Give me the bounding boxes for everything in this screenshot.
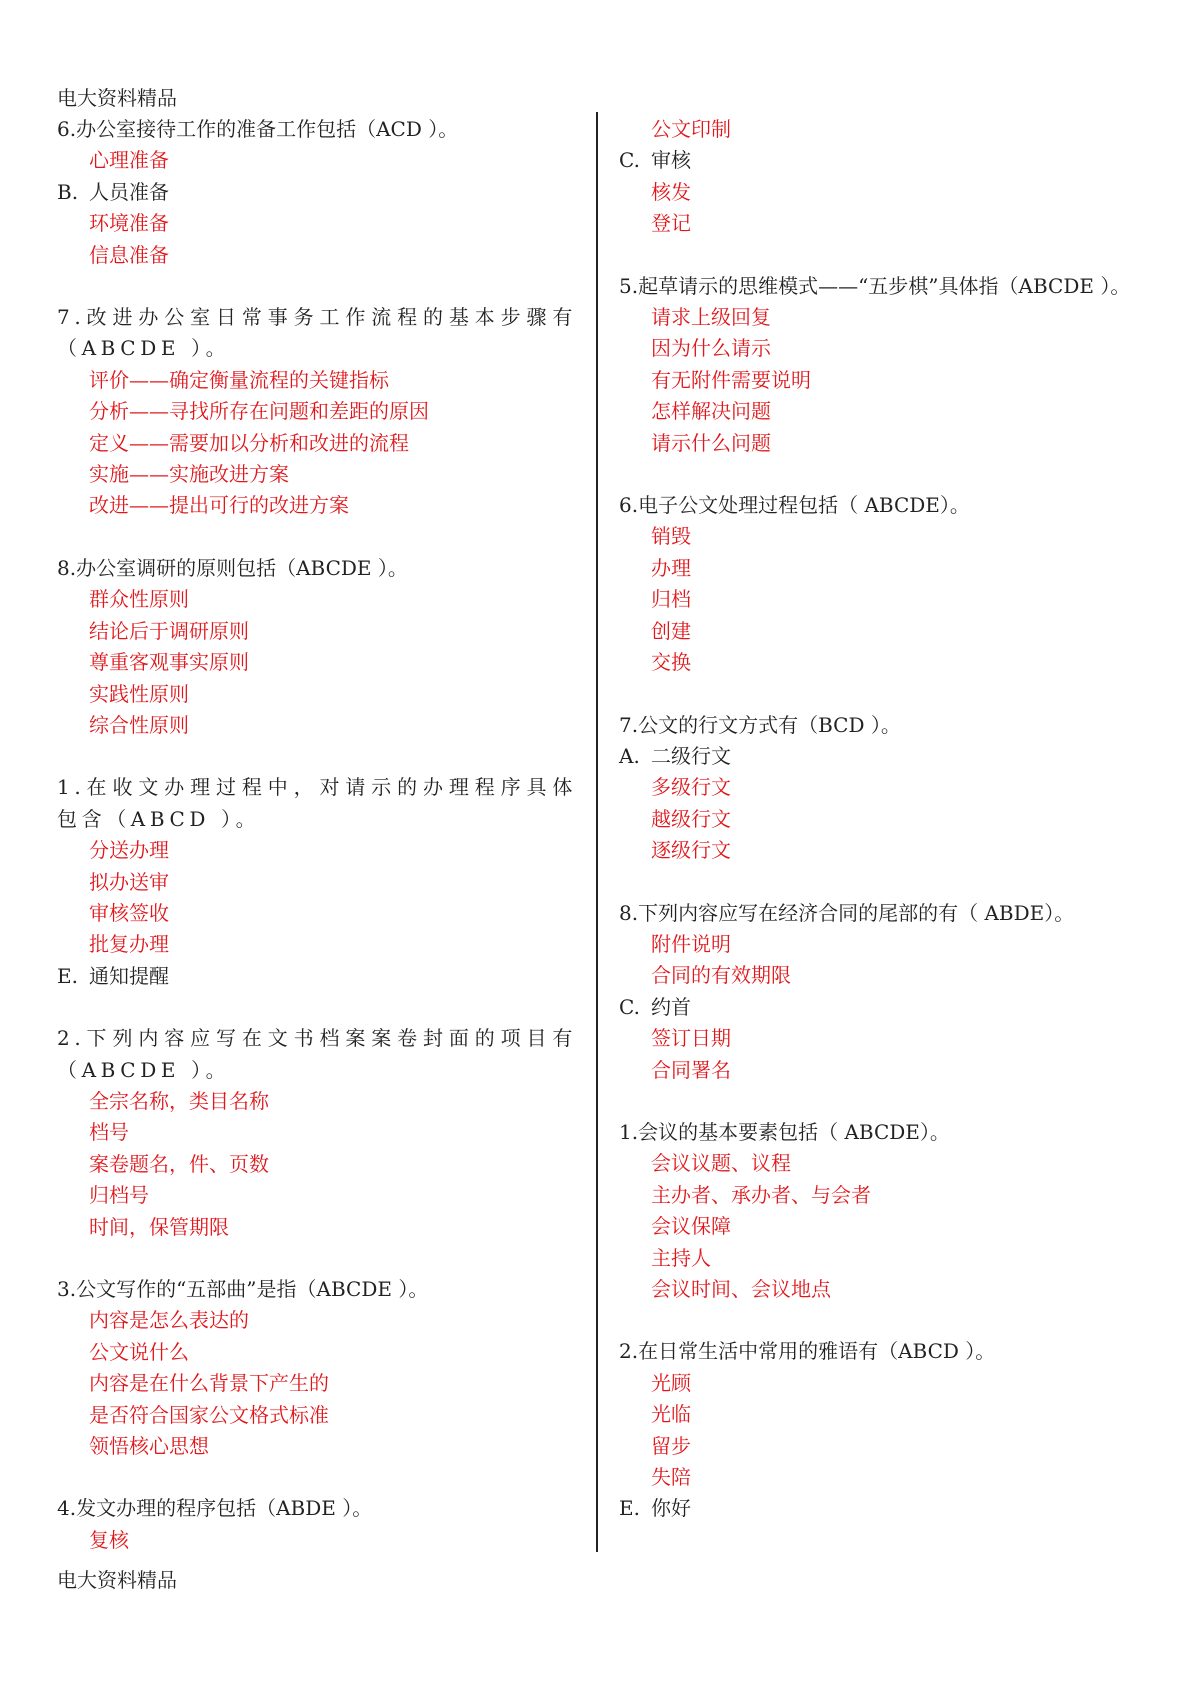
correct-answer-option (57, 1149, 577, 1180)
option-list (619, 302, 1139, 459)
option-text: 是否符合国家公文格式标准 (89, 1402, 329, 1427)
question-title: 8.办公室调研的原则包括（ABCDE ）。 (57, 555, 408, 580)
option-list (57, 365, 577, 522)
correct-answer-option (57, 898, 577, 929)
correct-answer-option (619, 1211, 1139, 1242)
option-text: 归档号 (89, 1183, 149, 1208)
question-block (57, 1023, 577, 1243)
option-text: 签订日期 (651, 1026, 731, 1051)
correct-answer-option (619, 804, 1139, 835)
option-text: 登记 (651, 211, 691, 236)
correct-answer-option (619, 553, 1139, 584)
option-text: 实践性原则 (89, 681, 189, 706)
option-text: 请求上级回复 (651, 305, 771, 330)
option-list (57, 584, 577, 741)
question-title: 5.起草请示的思维模式——“五步棋”具体指（ABCDE ）。 (619, 273, 1131, 298)
correct-answer-option (619, 177, 1139, 208)
question-block (619, 1336, 1139, 1524)
option-text: 公文说什么 (89, 1339, 189, 1364)
left-column (57, 114, 577, 1587)
option-list (619, 1148, 1139, 1305)
option-list (57, 1305, 577, 1462)
distractor-option (57, 177, 577, 208)
option-text: 通知提醒 (89, 963, 169, 988)
correct-answer-option (619, 365, 1139, 396)
option-text: 复核 (89, 1527, 129, 1552)
correct-answer-option (57, 428, 577, 459)
question-title: 4.发文办理的程序包括（ABDE ）。 (57, 1496, 373, 1521)
option-text: 档号 (89, 1120, 129, 1145)
option-text: 光临 (651, 1402, 691, 1427)
question-block (619, 271, 1139, 459)
correct-answer-option (619, 114, 1139, 145)
column-divider (596, 112, 598, 1552)
distractor-option (619, 145, 1139, 176)
page-header: 电大资料精品 (57, 86, 177, 110)
correct-answer-option (619, 396, 1139, 427)
correct-answer-option (57, 835, 577, 866)
correct-answer-option (57, 1086, 577, 1117)
option-text: 分析——寻找所存在问题和差距的原因 (89, 399, 429, 424)
correct-answer-option (619, 333, 1139, 364)
question-block (619, 898, 1139, 1086)
option-text: 审核签收 (89, 900, 169, 925)
option-text: 心理准备 (89, 148, 169, 173)
question-block (57, 772, 577, 992)
option-text: 批复办理 (89, 932, 169, 957)
option-text: 全宗名称，类目名称 (89, 1088, 269, 1113)
correct-answer-option (57, 1117, 577, 1148)
option-text: 案卷题名，件、页数 (89, 1151, 269, 1176)
question-title: 1.在收文办理过程中，对请示的办理程序具体包含（ABCD ）。 (57, 775, 577, 831)
question-block (619, 710, 1139, 867)
option-text: 尊重客观事实原则 (89, 650, 249, 675)
question-block (619, 1117, 1139, 1305)
correct-answer-option (619, 1462, 1139, 1493)
distractor-option (619, 1493, 1139, 1524)
option-text: 附件说明 (651, 931, 731, 956)
correct-answer-option (57, 365, 577, 396)
correct-answer-option (619, 960, 1139, 991)
option-text: 结论后于调研原则 (89, 618, 249, 643)
correct-answer-option (57, 1180, 577, 1211)
correct-answer-option (57, 145, 577, 176)
option-text: 会议时间、会议地点 (651, 1277, 831, 1301)
option-text: 会议议题、议程 (651, 1151, 791, 1176)
option-letter: E. (619, 1496, 640, 1521)
option-list (57, 835, 577, 992)
option-text: 群众性原则 (89, 587, 189, 612)
option-text: 合同的有效期限 (651, 963, 791, 988)
option-list (57, 145, 577, 271)
option-list (619, 1368, 1139, 1525)
correct-answer-option (619, 1148, 1139, 1179)
option-text: 逐级行文 (651, 838, 731, 863)
question-title: 6.办公室接待工作的准备工作包括（ACD ）。 (57, 117, 459, 141)
correct-answer-option (57, 1431, 577, 1462)
option-text: 综合性原则 (89, 712, 189, 737)
option-text: 主办者、承办者、与会者 (651, 1182, 871, 1207)
correct-answer-option (619, 521, 1139, 552)
option-text: 合同署名 (651, 1057, 731, 1082)
distractor-option (57, 961, 577, 992)
correct-answer-option (619, 428, 1139, 459)
correct-answer-option (619, 772, 1139, 803)
option-list (619, 929, 1139, 1086)
option-text: 你好 (651, 1496, 691, 1521)
correct-answer-option (619, 584, 1139, 615)
correct-answer-option (619, 1274, 1139, 1305)
correct-answer-option (57, 867, 577, 898)
correct-answer-option (619, 1243, 1139, 1274)
correct-answer-option (57, 1368, 577, 1399)
option-text: 请示什么问题 (651, 430, 771, 455)
option-text: 拟办送审 (89, 869, 169, 894)
question-block (619, 490, 1139, 678)
question-block (57, 1493, 577, 1556)
correct-answer-option (57, 616, 577, 647)
option-text: 二级行文 (651, 743, 731, 768)
page-footer: 电大资料精品 (57, 1568, 177, 1592)
option-text: 越级行文 (651, 806, 731, 831)
correct-answer-option (57, 1212, 577, 1243)
correct-answer-option (619, 208, 1139, 239)
option-list (57, 1525, 577, 1556)
option-text: 实施——实施改进方案 (89, 462, 289, 487)
option-text: 光顾 (651, 1370, 691, 1395)
distractor-option (619, 741, 1139, 772)
correct-answer-option (57, 490, 577, 521)
correct-answer-option (57, 710, 577, 741)
option-list (619, 114, 1139, 240)
option-text: 审核 (651, 148, 691, 173)
correct-answer-option (619, 616, 1139, 647)
option-text: 环境准备 (89, 211, 169, 236)
correct-answer-option (619, 1023, 1139, 1054)
option-text: 有无附件需要说明 (651, 367, 811, 392)
option-text: 改进——提出可行的改进方案 (89, 493, 349, 518)
option-text: 核发 (651, 179, 691, 204)
correct-answer-option (57, 647, 577, 678)
option-text: 主持人 (651, 1245, 711, 1270)
option-letter: C. (619, 994, 640, 1019)
correct-answer-option (57, 929, 577, 960)
option-text: 公文印制 (651, 117, 731, 141)
option-text: 留步 (651, 1433, 691, 1458)
correct-answer-option (619, 1431, 1139, 1462)
question-title: 8.下列内容应写在经济合同的尾部的有（ ABDE）。 (619, 900, 1075, 925)
option-letter: A. (619, 743, 640, 768)
option-text: 定义——需要加以分析和改进的流程 (89, 430, 409, 455)
correct-answer-option (57, 1525, 577, 1556)
distractor-option (619, 992, 1139, 1023)
correct-answer-option (57, 584, 577, 615)
correct-answer-option (619, 1399, 1139, 1430)
correct-answer-option (619, 835, 1139, 866)
correct-answer-option (57, 1400, 577, 1431)
option-text: 领悟核心思想 (89, 1434, 209, 1459)
right-column (619, 114, 1139, 1556)
option-list (57, 1086, 577, 1243)
option-text: 怎样解决问题 (651, 399, 771, 424)
option-text: 创建 (651, 618, 691, 643)
correct-answer-option (619, 1368, 1139, 1399)
option-text: 信息准备 (89, 242, 169, 267)
option-text: 约首 (651, 994, 691, 1019)
option-text: 交换 (651, 650, 691, 675)
question-title: 2.下列内容应写在文书档案案卷封面的项目有（ABCDE ）。 (57, 1026, 577, 1082)
option-text: 会议保障 (651, 1214, 731, 1239)
question-title: 2.在日常生活中常用的雅语有（ABCD ）。 (619, 1339, 996, 1364)
correct-answer-option (57, 208, 577, 239)
option-list (619, 741, 1139, 867)
correct-answer-option (619, 1055, 1139, 1086)
correct-answer-option (57, 1337, 577, 1368)
option-text: 内容是怎么表达的 (89, 1308, 249, 1333)
question-title: 7.改进办公室日常事务工作流程的基本步骤有（ABCDE ）。 (57, 305, 577, 361)
question-title: 7.公文的行文方式有（BCD ）。 (619, 712, 901, 737)
correct-answer-option (57, 1305, 577, 1336)
question-title: 3.公文写作的“五部曲”是指（ABCDE ）。 (57, 1277, 429, 1301)
option-text: 时间，保管期限 (89, 1214, 229, 1239)
option-text: 多级行文 (651, 775, 731, 800)
option-letter: B. (57, 179, 79, 204)
option-text: 办理 (651, 555, 691, 580)
option-list (619, 521, 1139, 678)
option-text: 归档 (651, 587, 691, 612)
correct-answer-option (57, 679, 577, 710)
correct-answer-option (619, 302, 1139, 333)
correct-answer-option (57, 459, 577, 490)
correct-answer-option (619, 1180, 1139, 1211)
correct-answer-option (57, 396, 577, 427)
option-text: 评价——确定衡量流程的关键指标 (89, 367, 389, 392)
option-text: 因为什么请示 (651, 336, 771, 361)
option-text: 分送办理 (89, 838, 169, 863)
option-letter: C. (619, 148, 640, 173)
option-text: 销毁 (651, 524, 691, 549)
correct-answer-option (619, 647, 1139, 678)
question-block (619, 114, 1139, 240)
option-text: 失陪 (651, 1465, 691, 1490)
question-title: 1.会议的基本要素包括（ ABCDE）。 (619, 1119, 950, 1144)
question-title: 6.电子公文处理过程包括（ ABCDE）。 (619, 493, 970, 518)
correct-answer-option (57, 240, 577, 271)
option-letter: E. (57, 963, 78, 988)
option-text: 内容是在什么背景下产生的 (89, 1371, 329, 1396)
question-block (57, 1274, 577, 1462)
correct-answer-option (619, 929, 1139, 960)
question-block (57, 302, 577, 522)
question-block (57, 114, 577, 271)
question-block (57, 553, 577, 741)
option-text: 人员准备 (89, 179, 169, 204)
